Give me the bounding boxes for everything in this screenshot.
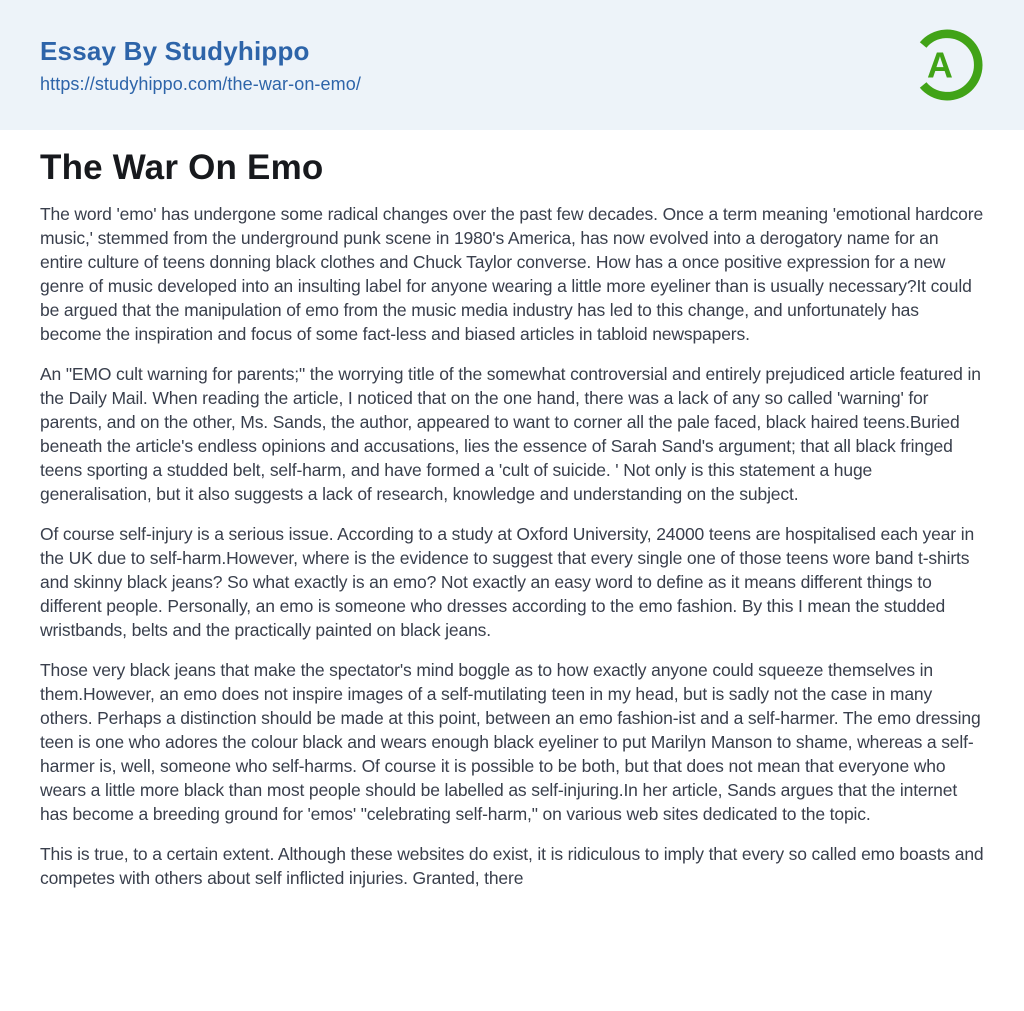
- header-text-block: [40, 35, 361, 95]
- essay-paragraph-2: An "EMO cult warning for parents;" the worrying title of the somewhat controversial and entirely prejudiced article featured in the Daily Mail. When reading the article, I noticed that on the one hand, there was a lack of any so called 'warning' for parents, and on the other, Ms. Sands, the author, appeared to want to corner all the pale faced, black haired teens.Buried beneath the article's endless opinions and accusations, lies the essence of Sarah Sand's argument; that all black fringed teens sporting a studded belt, self-harm, and have formed a 'cult of suicide. ' Not only is this statement a huge generalisation, but it also suggests a lack of research, knowledge and understanding on the subject.: [40, 364, 981, 504]
- essay-paragraph-5: This is true, to a certain extent. Although these websites do exist, it is ridiculous to imply that every so called emo boasts and competes with others about self inflicted injuries. Granted, there: [40, 844, 984, 888]
- studyhippo-logo: [908, 26, 986, 104]
- site-title: Essay By Studyhippo: [40, 35, 310, 66]
- header-banner: [0, 0, 1024, 130]
- essay-paragraph-4: Those very black jeans that make the spectator's mind boggle as to how exactly anyone could squeeze themselves in them.However, an emo does not inspire images of a self-mutilating teen in my head, but is sadly not the case in many others. Perhaps a distinction should be made at this point, between an emo fashion-ist and a self-harmer. The emo dressing teen is one who adores the colour black and wears enough black eyeliner to put Marilyn Manson to shame, whereas a self-harmer is, well, someone who self-harms. Of course it is possible to be both, but that does not mean that everyone who wears a little more black than most people should be labelled as self-injuring.In her article, Sands argues that the internet has become a breeding ground for 'emos' "celebrating self-harm," on various web sites dedicated to the topic.: [40, 660, 981, 824]
- essay-article: [0, 130, 1024, 930]
- essay-paragraph-3: Of course self-injury is a serious issue. According to a study at Oxford University, 24000 teens are hospitalised each year in the UK due to self-harm.However, where is the evidence to suggest that every single one of those teens wore band t-shirts and skinny black jeans? So what exactly is an emo? Not exactly an easy word to define as it means different things to different people. Personally, an emo is someone who dresses according to the emo fashion. By this I mean the studded wristbands, belts and the practically painted on black jeans.: [40, 524, 975, 640]
- essay-url-link[interactable]: https://studyhippo.com/the-war-on-emo/: [40, 74, 361, 95]
- studyhippo-logo-icon: [908, 26, 986, 104]
- essay-title: The War On Emo: [40, 148, 324, 187]
- essay-paragraph-1: The word 'emo' has undergone some radical changes over the past few decades. Once a term meaning 'emotional hardcore music,' stemmed from the underground punk scene in 1980's America, has now evolved into a derogatory name for an entire culture of teens donning black clothes and Chuck Taylor converse. How has a once positive expression for a new genre of music developed into an insulting label for anyone wearing a little more eyeliner than is usually necessary?It could be argued that the manipulation of emo from the music media industry has led to this change, and unfortunately has become the inspiration and focus of some fact-less and biased articles in tabloid newspapers.: [40, 204, 984, 344]
- logo-letter: A: [927, 45, 953, 86]
